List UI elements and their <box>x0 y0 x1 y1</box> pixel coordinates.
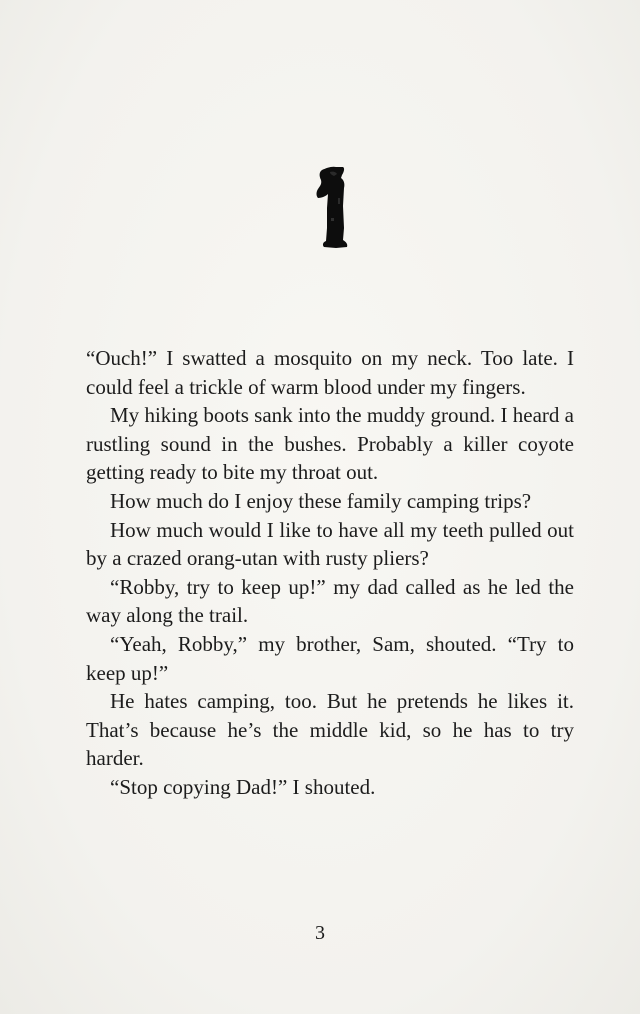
paragraph: “Ouch!” I swatted a mosquito on my neck. Too late. I could feel a trickle of warm blood under my fingers. <box>86 346 574 399</box>
paragraph: How much would I like to have all my teeth pulled out by a crazed orang-utan with rusty pliers? <box>86 517 574 571</box>
page-number: 3 <box>315 922 325 944</box>
paragraph: “Yeah, Robby,” my brother, Sam, shouted. “Try to keep up!” <box>86 631 574 685</box>
paragraph: My hiking boots sank into the muddy ground. I heard a rustling sound in the bushes. Probably a killer coyote getting ready to bite my throat out. <box>86 403 574 485</box>
paragraph: “Robby, try to keep up!” my dad called as he led the way along the trail. <box>86 574 574 628</box>
paragraph: He hates camping, too. But he pretends he likes it. That’s because he’s the middle kid, so he has to try harder. <box>86 689 574 771</box>
paragraph: How much do I enjoy these family camping trips? <box>110 488 532 513</box>
chapter-body <box>86 344 574 802</box>
paragraph: “Stop copying Dad!” I shouted. <box>110 774 376 799</box>
chapter-number-glyph <box>300 158 360 258</box>
chapter-number <box>300 158 360 258</box>
